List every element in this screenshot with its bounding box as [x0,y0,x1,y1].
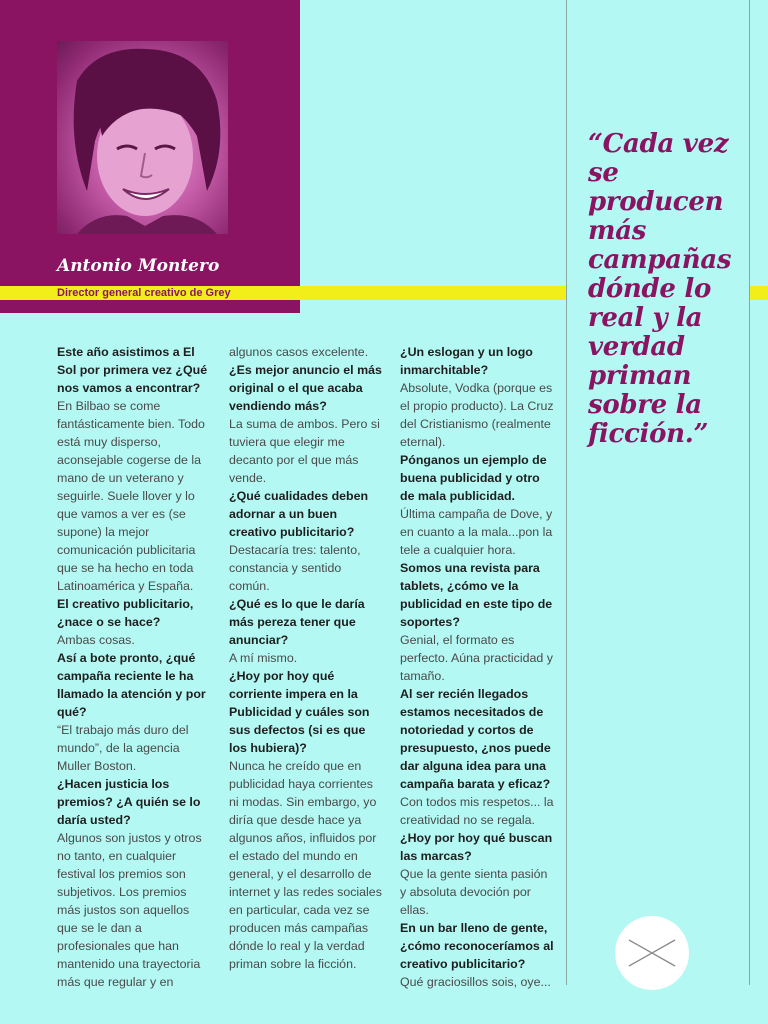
interview-question: ¿Hacen justicia los premios? ¿A quién se lo daría usted? [57,777,201,827]
interview-answer: Genial, el formato es perfecto. Aúna practicidad y tamaño. [400,633,553,683]
interview-answer: A mí mismo. [229,651,298,665]
interview-question: Este año asistimos a El Sol por primera vez ¿Qué nos vamos a encontrar? [57,345,208,395]
interview-answer: Absolute, Vodka (porque es el propio producto). La Cruz del Cristianismo (realmente eternal). [400,381,554,449]
interview-column-2 [229,343,385,973]
interview-answer: Que la gente sienta pasión y absoluta devoción por ellas. [400,867,548,917]
close-icon [615,916,689,990]
interview-question: Al ser recién llegados estamos necesitados de notoriedad y cortos de presupuesto, ¿nos puede dar alguna idea para una campaña barata y eficaz? [400,687,551,791]
interview-answer: Nunca he creído que en publicidad haya corrientes ni modas. Sin embargo, yo diría que desde hace ya algunos años, influidos por el estado del mundo en general, y el desarrollo de internet y las redes sociales en particular, cada vez se producen más campañas dónde lo real y la verdad priman sobre la ficción. [229,759,382,971]
interview-answer: “El trabajo más duro del mundo”, de la agencia Muller Boston. [57,723,189,773]
pull-quote: “Cada vez se producen más campañas dónde lo real y la verdad priman sobre la ficción.” [588,129,732,449]
interview-question: Somos una revista para tablets, ¿cómo ve la publicidad en este tipo de soportes? [400,561,553,629]
interview-column-3 [400,343,556,991]
interview-answer: Algunos son justos y otros no tanto, en cualquier festival los premios son subjetivos. Los premios más justos son aquellos que se le dan a profesionales que han mantenido una trayectoria más que regular y en [57,831,202,989]
close-button[interactable] [615,916,689,990]
interview-question: Así a bote pronto, ¿qué campaña reciente le ha llamado la atención y por qué? [57,651,206,719]
interview-answer: algunos casos excelente. [229,345,369,359]
interview-answer: La suma de ambos. Pero si tuviera que elegir me decanto por el que más vende. [229,417,380,485]
interview-answer: Destacaría tres: talento, constancia y sentido común. [229,543,361,593]
column-divider-left [566,0,567,985]
interview-question: Pónganos un ejemplo de buena publicidad y otro de mala publicidad. [400,453,547,503]
profile-role: Director general creativo de Grey [57,287,231,299]
interview-question: En un bar lleno de gente, ¿cómo reconoceríamos al creativo publicitario? [400,921,554,971]
profile-name: Antonio Montero [57,256,220,276]
portrait-photo [57,41,228,234]
interview-question: El creativo publicitario, ¿nace o se hace? [57,597,194,629]
interview-question: ¿Hoy por hoy qué corriente impera en la Publicidad y cuáles son sus defectos (si es que los hubiera)? [229,669,370,755]
interview-question: ¿Qué es lo que le daría más pereza tener que anunciar? [229,597,365,647]
interview-question: ¿Es mejor anuncio el más original o el que acaba vendiendo más? [229,363,382,413]
interview-answer: Con todos mis respetos... la creatividad no se regala. [400,795,554,827]
interview-answer: Última campaña de Dove, y en cuanto a la mala...pon la tele a cualquier hora. [400,507,553,557]
interview-answer: Qué graciosillos sois, oye... [400,975,551,989]
interview-question: ¿Hoy por hoy qué buscan las marcas? [400,831,553,863]
interview-question: ¿Qué cualidades deben adornar a un buen creativo publicitario? [229,489,369,539]
interview-column-1 [57,343,213,991]
interview-question: ¿Un eslogan y un logo inmarchitable? [400,345,533,377]
interview-answer: En Bilbao se come fantásticamente bien. Todo está muy disperso, aconsejable cogerse de la mano de un veterano y seguirle. Suele llover y lo que vamos a ver es (se supone) la mejor comunicación publicitaria que se ha hecho en toda Latinoamérica y España. [57,399,205,593]
interview-answer: Ambas cosas. [57,633,135,647]
